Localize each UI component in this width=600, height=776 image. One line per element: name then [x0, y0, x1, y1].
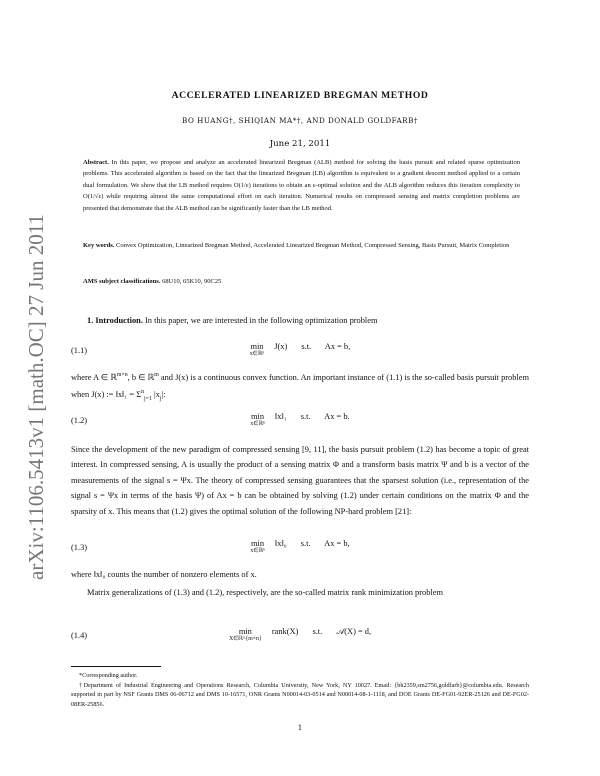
min-operator: min — [251, 412, 265, 421]
keywords-label: Key words. — [83, 242, 115, 249]
objective: ‖x‖₁ — [274, 412, 287, 421]
ams-text: 68U10, 65K10, 90C25 — [162, 278, 222, 285]
keywords — [83, 240, 520, 251]
equation-1-1 — [71, 342, 529, 362]
section-heading: 1. Introduction. — [87, 316, 143, 325]
text-run: , b ∈ ℝ — [127, 373, 155, 382]
arxiv-stamp — [12, 195, 52, 580]
text-sup: m — [154, 372, 159, 378]
objective: rank(X) — [271, 627, 299, 636]
sum-symbol: Σ — [136, 390, 142, 400]
constraint: Ax = b. — [324, 412, 350, 421]
objective: J(x) — [274, 342, 288, 351]
text-run: |x — [151, 390, 160, 400]
text-sup: m×n — [116, 372, 128, 378]
paper-authors: BO HUANG†, SHIQIAN MA*†, AND DONALD GOLDFARB† — [182, 116, 418, 125]
text-run: and J(x) is a continuous convex function. An important instance of (1.1) is the so-called basis pursuit problem when J(x) := ‖x‖₁ = — [71, 373, 529, 400]
abstract-label: Abstract. — [83, 159, 109, 166]
equation-number: (1.3) — [71, 543, 88, 552]
min-operator: min — [238, 627, 252, 636]
keywords-text: Convex Optimization, Linearized Bregman Method, Accelerated Linearized Bregman Method, Compressed Sensing, Basis Pursuit, Matrix Completion — [116, 242, 510, 249]
equation-number: (1.1) — [71, 346, 88, 355]
paragraph-2: Since the development of the new paradigm of compressed sensing [9, 11], the basis pursuit problem (1.2) has become a topic of great interest. In compressed sensing, A is usually the product of a sensing matrix Φ and a transform basis matrix Ψ and b is a vector of the measurements of the signal s = Ψx. The theory of compressed sensing guarantees that the sparsest solution (i.e., representation of the signal s = Ψx in terms of the basis Ψ) of Ax = b can be obtained by solving (1.2) under certain conditions on the matrix Φ and the sparsity of x. This means that (1.2) gives the optimal solution of the following NP-hard problem [21]: — [71, 445, 529, 516]
text-sup: n — [141, 389, 145, 396]
subject-to: s.t. — [300, 539, 311, 548]
min-limit: x∈ℝⁿ — [249, 351, 265, 357]
objective: ‖x‖₀ — [274, 539, 287, 548]
constraint: Ax = b, — [324, 539, 350, 548]
equation-number: (1.2) — [71, 416, 88, 425]
footnote-rule — [71, 666, 161, 667]
equation-number: (1.4) — [71, 631, 88, 640]
arxiv-stamp-text: arXiv:1106.5413v1 [math.OC] 27 Jun 2011 — [24, 214, 48, 580]
equation-1-4 — [71, 627, 529, 647]
min-limit: x∈ℝⁿ — [250, 421, 265, 427]
text-sub: j=1 — [144, 396, 152, 403]
section-text: In this paper, we are interested in the following optimization problem — [145, 316, 378, 325]
paper-title: ACCELERATED LINEARIZED BREGMAN METHOD — [171, 90, 429, 101]
footnote-1: *Corresponding author. — [79, 672, 138, 679]
paper-date: June 21, 2011 — [269, 139, 331, 149]
subject-to: s.t. — [300, 412, 311, 421]
equation-1-2 — [71, 412, 529, 432]
min-operator: min — [250, 342, 264, 351]
min-limit: X∈ℝ^{m×n} — [228, 636, 262, 642]
ams-classifications — [83, 278, 520, 285]
text-run: |: — [161, 390, 166, 400]
subject-to: s.t. — [301, 342, 312, 351]
equation-1-3 — [71, 539, 529, 559]
page-number: 1 — [297, 723, 303, 732]
subject-to: s.t. — [312, 627, 323, 636]
text-run: where A ∈ ℝ — [71, 373, 117, 382]
footnote-2: †Department of Industrial Engineering and Operations Research, Columbia University, New York, NY 10027. Email: {bh2359,sm2756,goldfarb}@columbia.edu. Research supported in part by NSF Grants DMS 06-06712 and DMS 10-16571, ONR Grants N00014-03-0514 and N00014-08-1-1118, and DOE Grants DE-FG01-92ER-25126 and DE-FG02-08ER-25856. — [71, 682, 529, 708]
min-operator: min — [251, 539, 265, 548]
section-introduction — [87, 316, 529, 325]
paragraph-3: where ‖x‖₀ counts the number of nonzero elements of x. — [71, 570, 257, 579]
abstract-text: In this paper, we propose and analyze an accelerated linearized Bregman (ALB) method for solving the basis pursuit and related sparse optimization problems. This accelerated algorithm is based on the fact that the linearized Bregman (LB) algorithm is equivalent to a gradient descent method applied to a certain dual formulation. We show that the LB method requires O(1/ε) iterations to obtain an ε-optimal solution and the ALB algorithm reduces this iteration complexity to O(1/√ε) while requiring almost the same computational effort on each iteration. Numerical results on compressed sensing and matrix completion problems are presented that demonstrate that the ALB method can be significantly faster than the LB method. — [83, 159, 520, 212]
paragraph-1 — [71, 368, 529, 408]
paragraph-4: Matrix generalizations of (1.3) and (1.2), respectively, are the so-called matrix rank minimization problem — [87, 588, 443, 597]
min-limit: x∈ℝⁿ — [250, 548, 265, 554]
text-sub: j — [159, 396, 162, 403]
constraint: 𝒜(X) = d, — [336, 627, 372, 636]
abstract — [83, 157, 520, 214]
constraint: Ax = b, — [324, 342, 351, 351]
ams-label: AMS subject classifications. — [83, 278, 161, 285]
